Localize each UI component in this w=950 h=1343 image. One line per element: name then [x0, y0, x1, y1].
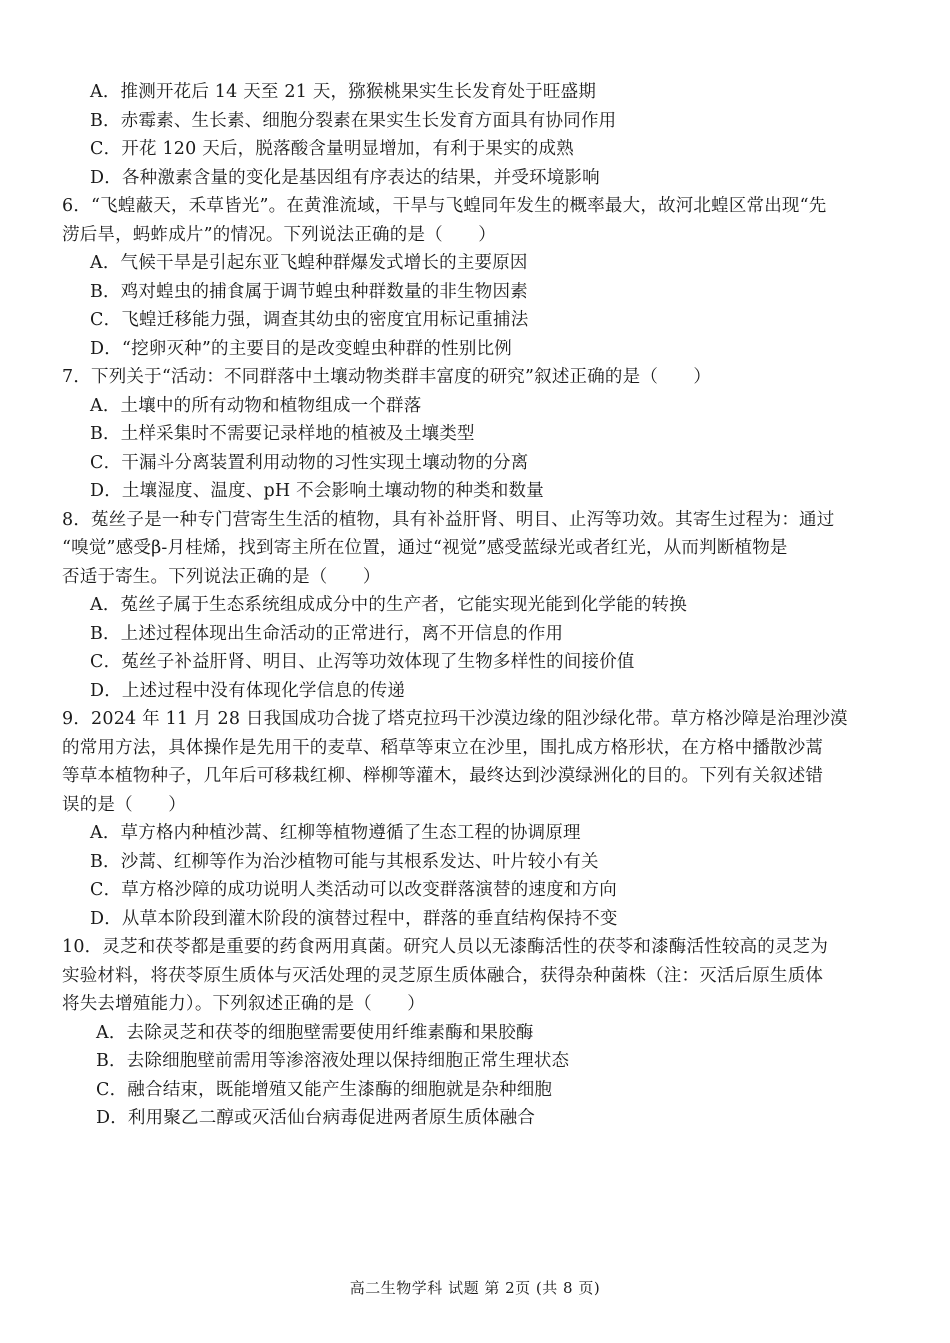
question-7 [62, 363, 892, 506]
q9-stem-line-3: 等草本植物种子，几年后可移栽红柳、榉柳等灌木，最终达到沙漠绿洲化的目的。下列有关叙述错 [62, 766, 824, 786]
q7-option-b: B．土样采集时不需要记录样地的植被及土壤类型 [90, 424, 475, 444]
q7-option-a: A．土壤中的所有动物和植物组成一个群落 [90, 395, 422, 416]
q9-option-b: B．沙蒿、红柳等作为治沙植物可能与其根系发达、叶片较小有关 [90, 851, 599, 872]
q8-option-a: A．菟丝子属于生态系统组成成分中的生产者，它能实现光能到化学能的转换 [90, 595, 687, 615]
q6-option-a: A．气候干旱是引起东亚飞蝗种群爆发式增长的主要原因 [90, 253, 528, 273]
q9-stem-line-1: 9．2024 年 11 月 28 日我国成功合拢了塔克拉玛干沙漠边缘的阻沙绿化带。草方格沙障是治理沙漠 [62, 709, 848, 729]
page-content [62, 78, 892, 1133]
q8-stem-line-3: 否适于寄生。下列说法正确的是（ ） [62, 566, 381, 587]
q8-option-d: D．上述过程中没有体现化学信息的传递 [90, 680, 406, 701]
question-9 [62, 705, 892, 933]
q10-option-a: A．去除灵芝和茯苓的细胞壁需要使用纤维素酶和果胶酶 [96, 1022, 534, 1043]
q6-option-d: D．“挖卵灭种”的主要目的是改变蝗虫种群的性别比例 [90, 338, 512, 359]
q8-option-b: B．上述过程体现出生命活动的正常进行，离不开信息的作用 [90, 623, 564, 644]
question-8 [62, 506, 892, 706]
q9-option-c: C．草方格沙障的成功说明人类活动可以改变群落演替的速度和方向 [90, 880, 617, 900]
q10-option-b: B．去除细胞壁前需用等渗溶液处理以保持细胞正常生理状态 [96, 1051, 570, 1071]
q10-option-d: D．利用聚乙二醇或灭活仙台病毒促进两者原生质体融合 [96, 1108, 536, 1128]
q8-option-c: C．菟丝子补益肝肾、明目、止泻等功效体现了生物多样性的间接价值 [90, 652, 635, 672]
q8-stem-line-2: “嗅觉”感受β-月桂烯，找到寄主所在位置，通过“视觉”感受蓝绿光或者红光，从而判断植物是 [62, 538, 788, 558]
q9-option-d: D．从草本阶段到灌木阶段的演替过程中，群落的垂直结构保持不变 [90, 908, 618, 929]
q7-option-c: C．干漏斗分离装置利用动物的习性实现土壤动物的分离 [90, 452, 529, 473]
q6-option-b: B．鸡对蝗虫的捕食属于调节蝗虫种群数量的非生物因素 [90, 281, 528, 302]
q5-option-a: A．推测开花后 14 天至 21 天，猕猴桃果实生长发育处于旺盛期 [90, 82, 597, 102]
question-6 [62, 192, 892, 363]
q9-stem-line-4: 误的是（ ） [62, 794, 186, 815]
q9-stem-line-2: 的常用方法，具体操作是先用干的麦草、稻草等束立在沙里，围扎成方格形状，在方格中播散沙蒿 [62, 737, 824, 758]
q7-option-d: D．土壤湿度、温度、pH 不会影响土壤动物的种类和数量 [90, 481, 544, 501]
q6-stem-line-1: 6．“飞蝗蔽天，禾草皆光”。在黄淮流域，干旱与飞蝗同年发生的概率最大，故河北蝗区常出现“先 [62, 196, 827, 216]
q5-option-c: C．开花 120 天后，脱落酸含量明显增加，有利于果实的成熟 [90, 139, 574, 159]
q10-stem-line-1: 10．灵芝和茯苓都是重要的药食两用真菌。研究人员以无漆酶活性的茯苓和漆酶活性较高的灵芝为 [62, 937, 829, 957]
page-footer: 高二生物学科 试题 第 2页 (共 8 页) [349, 1279, 601, 1297]
q9-option-a: A．草方格内种植沙蒿、红柳等植物遵循了生态工程的协调原理 [90, 823, 581, 843]
q10-stem-line-2: 实验材料，将茯苓原生质体与灭活处理的灵芝原生质体融合，获得杂种菌株（注：灭活后原生质体 [62, 965, 824, 986]
q6-option-c: C．飞蝗迁移能力强，调查其幼虫的密度宜用标记重捕法 [90, 310, 529, 330]
q10-option-c: C．融合结束，既能增殖又能产生漆酶的细胞就是杂种细胞 [96, 1079, 553, 1100]
q8-stem-line-1: 8．菟丝子是一种专门营寄生生活的植物，具有补益肝肾、明目、止泻等功效。其寄生过程为：通过 [62, 509, 835, 530]
q6-stem-line-2: 涝后旱，蚂蚱成片”的情况。下列说法正确的是（ ） [62, 224, 496, 245]
q10-stem-line-3: 将失去增殖能力）。下列叙述正确的是（ ） [62, 994, 425, 1014]
q5-option-b: B．赤霉素、生长素、细胞分裂素在果实生长发育方面具有协同作用 [90, 110, 617, 131]
question-5-options [62, 78, 892, 192]
q5-option-d: D．各种激素含量的变化是基因组有序表达的结果，并受环境影响 [90, 167, 600, 188]
q7-stem-line-1: 7．下列关于“活动：不同群落中土壤动物类群丰富度的研究”叙述正确的是（ ） [62, 367, 712, 387]
question-10 [62, 933, 892, 1133]
